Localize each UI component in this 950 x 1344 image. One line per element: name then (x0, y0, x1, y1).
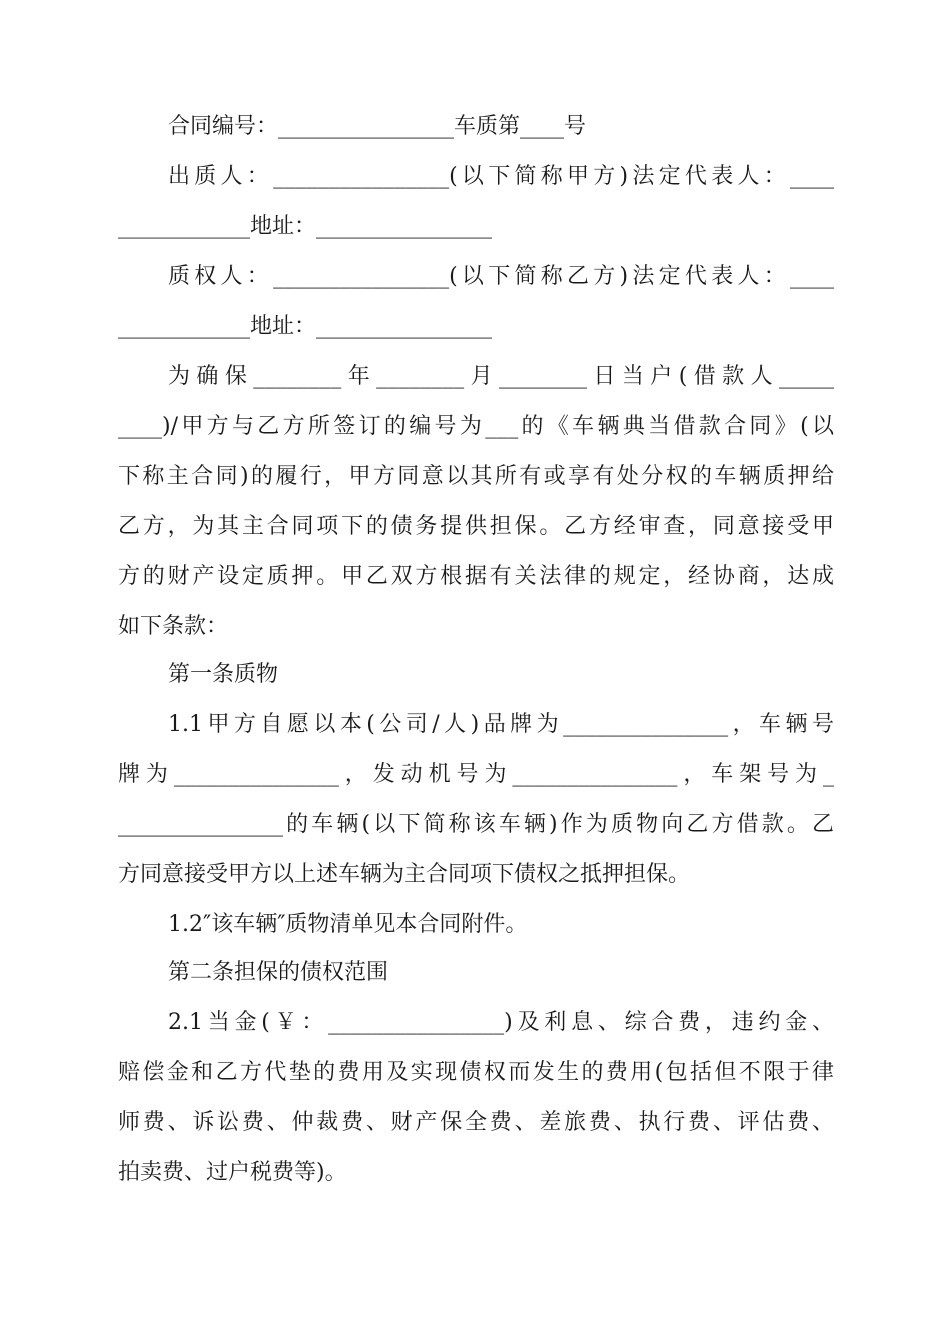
pledgor-line: 出质人：________________(以下简称甲方)法定代表人：____ (168, 164, 834, 189)
pledgee-line: 质权人：________________(以下简称乙方)法定代表人：____ (168, 264, 834, 289)
preamble-line: 为确保________年________月________日当户(借款人_____ (168, 364, 834, 389)
preamble-line: 方的财产设定质押。甲乙双方根据有关法律的规定，经协商，达成 (118, 564, 834, 589)
contract-number-line: 合同编号：________________车质第____号 (168, 114, 587, 139)
clause-1-1-line: 牌为_______________，发动机号为_______________，车架号为_ (118, 762, 834, 787)
clause-1-1-line: 1.1甲方自愿以本(公司/人)品牌为_______________，车辆号 (168, 712, 834, 737)
pledgor-address-line: ____________地址：________________ (118, 214, 493, 239)
clause-1-1-line: 方同意接受甲方以上述车辆为主合同项下债权之抵押担保。 (118, 862, 691, 887)
preamble-line: 乙方，为其主合同项下的债务提供担保。乙方经审查，同意接受甲 (118, 514, 834, 539)
preamble-line: ____)/甲方与乙方所签订的编号为___的《车辆典当借款合同》(以 (118, 414, 834, 439)
clause-2-1-line: 拍卖费、过户税费等)。 (118, 1160, 347, 1185)
clause-2-1-line: 师费、诉讼费、仲裁费、财产保全费、差旅费、执行费、评估费、 (118, 1110, 834, 1135)
pledgee-address-line: ____________地址：________________ (118, 314, 493, 339)
article-1-heading: 第一条质物 (168, 662, 279, 687)
preamble-line: 下称主合同)的履行，甲方同意以其所有或享有处分权的车辆质押给 (118, 464, 834, 489)
clause-2-1-line: 2.1当金(￥：________________)及利息、综合费，违约金、 (168, 1010, 834, 1035)
article-2-heading: 第二条担保的债权范围 (168, 960, 389, 985)
clause-1-2-line: 1.2″该车辆″质物清单见本合同附件。 (168, 912, 528, 937)
clause-2-1-line: 赔偿金和乙方代垫的费用及实现债权而发生的费用(包括但不限于律 (118, 1060, 834, 1085)
preamble-line: 如下条款： (118, 614, 229, 639)
clause-1-1-line: _______________的车辆(以下简称该车辆)作为质物向乙方借款。乙 (118, 812, 834, 837)
